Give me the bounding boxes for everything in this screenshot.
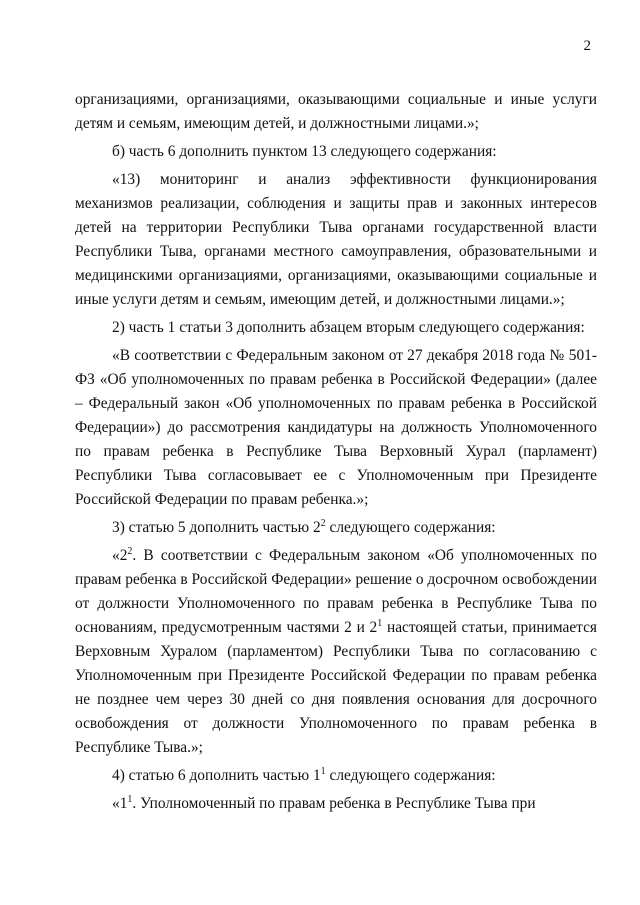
page-number: 2 (583, 38, 591, 54)
paragraph-amendment-3 (75, 516, 597, 540)
paragraph-part-2-2 (75, 544, 597, 760)
amendment-3-tail: следующего содержания: (325, 519, 496, 536)
superscript: 1 (377, 618, 383, 629)
part-text-end: настоящей статьи, принимается Верховным Хуралом (парламентом) Республики Тыва по согласованию с Уполномоченным при Президенте Российской Федерации по правам ребенка не позднее чем через 30 дней со дня появления основания для досрочного освобождения от должности Уполномоченного по правам ребенка в Республике Тыва.»; (75, 619, 597, 756)
superscript: 2 (127, 546, 133, 557)
part-text: . Уполномоченный по правам ребенка в Республике Тыва при (132, 795, 536, 812)
amendment-4-tail: следующего содержания: (325, 767, 496, 784)
paragraph-article-3-text: «В соответствии с Федеральным законом от 27 декабря 2018 года № 501-ФЗ «Об уполномоченных по правам ребенка в Российской Федерации» (далее – Федеральный закон «Об уполномоченных по правам ребенка в Российской Федерации») до рассмотрения кандидатуры на должность Уполномоченного по правам ребенка в Республике Тыва Верховный Хурал (парламент) Республики Тыва согласовывает ее с Уполномоченным при Президенте Российской Федерации по правам ребенка.»; (75, 347, 597, 508)
superscript: 1 (320, 766, 326, 777)
amendment-4-text: 4) статью 6 дополнить частью 1 (112, 767, 321, 784)
superscript: 2 (320, 518, 326, 529)
paragraph-continuation: организациями, организациями, оказывающими социальные и иные услуги детям и семьям, имеющим детей, и должностными лицами.»; (75, 91, 597, 132)
amendment-3-text: 3) статью 5 дополнить частью 2 (112, 519, 321, 536)
paragraph-item-13: «13) мониторинг и анализ эффективности функционирования механизмов реализации, соблюдения и защиты прав и законных интересов детей на территории Республики Тыва органами государственной власти Республики Тыва, органами местного самоуправления, образовательными и медицинскими организациями, организациями, оказывающими социальные и иные услуги детям и семьям, имеющим детей, и должностными лицами.»; (75, 171, 597, 308)
superscript: 1 (127, 794, 133, 805)
paragraph-part-1-1 (75, 792, 597, 816)
part-number: «2 (112, 547, 128, 564)
paragraph-amendment-4 (75, 764, 597, 788)
part-number: «1 (112, 795, 128, 812)
paragraph-amendment-b: б) часть 6 дополнить пунктом 13 следующего содержания: (112, 143, 497, 160)
paragraph-amendment-2: 2) часть 1 статьи 3 дополнить абзацем вторым следующего содержания: (112, 319, 585, 336)
part-text: . В соответствии с Федеральным законом «Об уполномоченных по правам ребенка в Российской Федерации» решение о досрочном освобождении от должности Уполномоченного по правам ребенка в Республике Тыва по основаниям, предусмотренным частями 2 и 2 (75, 547, 597, 636)
document-body (75, 88, 597, 820)
